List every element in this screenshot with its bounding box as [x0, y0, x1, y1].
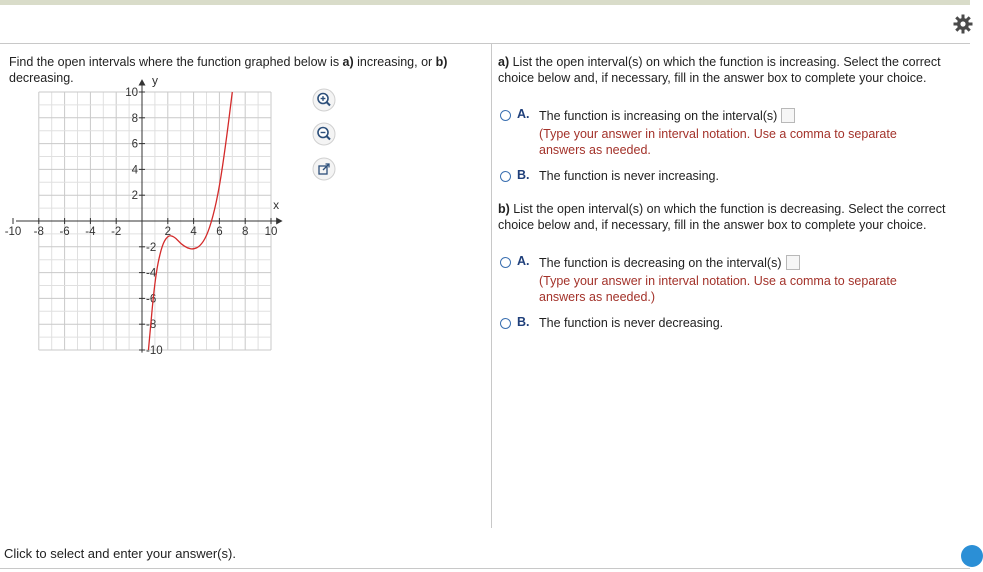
- popout-button[interactable]: [312, 157, 336, 181]
- part-b-option-b-letter: B.: [517, 315, 530, 329]
- x-tick-label: 6: [216, 226, 223, 238]
- footer-instruction: Click to select and enter your answer(s).: [4, 546, 236, 561]
- part-b-prompt: [498, 201, 966, 233]
- x-tick-label: -10: [4, 226, 22, 238]
- part-b-option-a-letter: A.: [517, 254, 530, 268]
- x-tick-label: 2: [164, 226, 172, 238]
- gear-icon[interactable]: [953, 14, 973, 34]
- help-icon[interactable]: [961, 545, 983, 567]
- y-tick-label: -8: [146, 319, 157, 332]
- zoom-out-icon: [312, 122, 336, 146]
- x-tick-label: -8: [33, 226, 44, 238]
- header-divider: [0, 43, 970, 44]
- x-tick-label: 4: [190, 226, 197, 238]
- question-a-text: increasing, or: [353, 55, 436, 69]
- part-a-label: a): [498, 55, 510, 69]
- y-tick-label: 6: [131, 138, 138, 151]
- part-a-option-b-letter: B.: [517, 168, 530, 182]
- part-a-prompt-text: List the open interval(s) on which the function is increasing. Select the correct choice below and, if necessary, fill in the answer box to complete your choice.: [498, 55, 941, 85]
- part-b-option-b[interactable]: [500, 315, 939, 331]
- part-b-answer-input[interactable]: [786, 255, 800, 270]
- part-b-option-a-hint: (Type your answer in interval notation. Use a comma to separate answers as needed.): [539, 274, 897, 304]
- part-b-option-b-text: The function is never decreasing.: [539, 316, 724, 330]
- x-axis-label: x: [273, 198, 280, 212]
- question-text: [9, 54, 479, 86]
- question-b-label: b): [435, 55, 448, 69]
- question-text-start: Find the open intervals where the function graphed below is: [9, 55, 343, 69]
- zoom-in-icon: [312, 88, 336, 112]
- y-tick-label: -4: [146, 267, 157, 280]
- part-b-option-b-radio[interactable]: [500, 318, 511, 329]
- part-b-prompt-text: List the open interval(s) on which the function is decreasing. Select the correct choice below and, if necessary, fill in the answer box to complete your choice.: [498, 202, 946, 232]
- x-tick-label: 8: [241, 226, 249, 238]
- part-a-option-b[interactable]: [500, 168, 939, 184]
- question-b-text: decreasing.: [9, 71, 74, 85]
- question-a-label: a): [342, 55, 354, 69]
- part-a-option-a-letter: A.: [517, 107, 530, 121]
- part-a-prompt: [498, 54, 966, 86]
- top-accent-bar: [0, 0, 970, 5]
- part-b-option-a-radio[interactable]: [500, 257, 511, 268]
- x-tick-label: -2: [111, 226, 122, 238]
- part-a-answer-input[interactable]: [781, 108, 795, 123]
- x-tick-label: 10: [264, 226, 278, 238]
- part-b-option-a[interactable]: [500, 254, 939, 305]
- part-b-option-a-text: The function is decreasing on the interval(s): [539, 256, 782, 270]
- column-divider: [491, 44, 492, 528]
- part-a-option-a-radio[interactable]: [500, 110, 511, 121]
- y-tick-label: -2: [146, 241, 157, 254]
- x-tick-label: -4: [85, 226, 96, 238]
- y-tick-label: -6: [146, 293, 157, 306]
- part-a-option-a-hint: (Type your answer in interval notation. Use a comma to separate answers as needed.: [539, 127, 897, 157]
- zoom-in-button[interactable]: [312, 88, 336, 112]
- y-tick-label: 4: [131, 164, 138, 177]
- x-axis-arrow: [276, 218, 282, 225]
- part-a-option-b-radio[interactable]: [500, 171, 511, 182]
- popout-icon: [312, 157, 336, 181]
- y-axis-label: y: [152, 73, 158, 88]
- footer-divider: [0, 568, 970, 569]
- part-a-option-a[interactable]: [500, 107, 939, 158]
- zoom-out-button[interactable]: [312, 122, 336, 146]
- y-tick-label: 10: [125, 87, 138, 99]
- part-b-label: b): [498, 202, 510, 216]
- y-tick-label: -10: [146, 345, 163, 357]
- part-a-option-b-text: The function is never increasing.: [539, 169, 719, 183]
- y-tick-label: 2: [131, 190, 138, 203]
- x-tick-label: -6: [59, 226, 70, 238]
- part-a-option-a-text: The function is increasing on the interval(s): [539, 109, 778, 123]
- y-tick-label: 8: [131, 112, 138, 125]
